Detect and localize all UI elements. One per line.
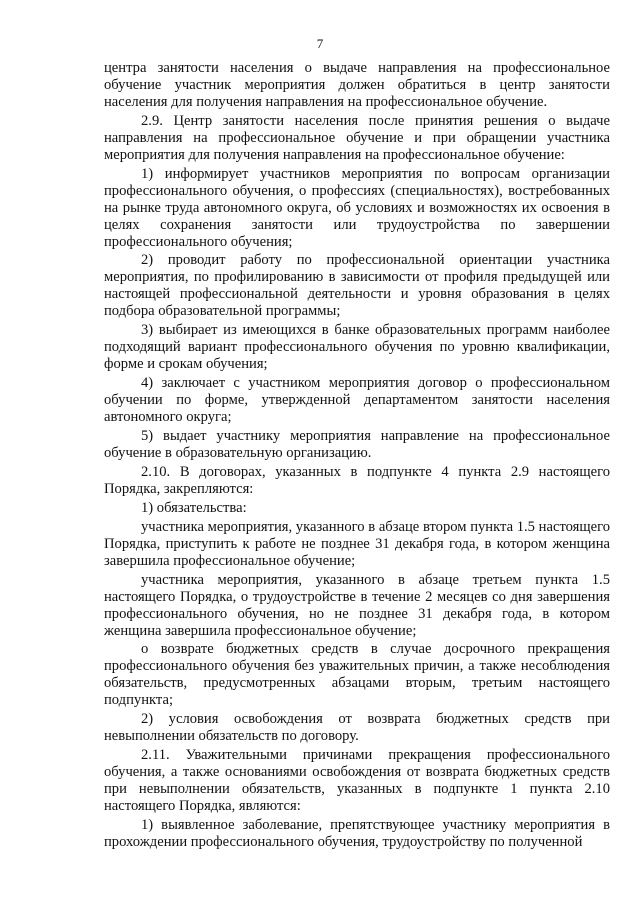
paragraph: 1) информирует участников мероприятия по вопросам организации профессионального обучения, о профессиях (специальностях), востребованных на рынке труда автономного округа, об условиях и возможностях их освоения в целях сохранения занятости или трудоустройства по завершении профессионального обучения; — [104, 165, 610, 250]
paragraph: о возврате бюджетных средств в случае досрочного прекращения профессионального обучения без уважительных причин, а также несоблюдения обязательств, предусмотренных абзацами вторым, третьим настоящего подпункта; — [104, 641, 610, 709]
paragraph: 2) проводит работу по профессиональной ориентации участника мероприятия, по профилированию в зависимости от профиля предыдущей или настоящей профессиональной деятельности и уровня образования в целях подбора образовательной программы; — [104, 252, 610, 320]
paragraph: участника мероприятия, указанного в абзаце третьем пункта 1.5 настоящего Порядка, о трудоустройстве в течение 2 месяцев со дня завершения профессионального обучения, но не позднее 31 декабря года, в котором женщина завершила профессиональное обучение; — [104, 571, 610, 639]
paragraph: центра занятости населения о выдаче направления на профессиональное обучение участник мероприятия должен обратиться в центр занятости населения для получения направления на профессиональное обучение. — [104, 60, 610, 110]
paragraph: 1) выявленное заболевание, препятствующее участнику мероприятия в прохождении профессионального обучения, трудоустройству по полученной — [104, 816, 610, 850]
paragraph: 1) обязательства: — [141, 499, 247, 516]
paragraph: 5) выдает участнику мероприятия направление на профессиональное обучение в образовательную организацию. — [104, 428, 610, 461]
paragraph: 2) условия освобождения от возврата бюджетных средств при невыполнении обязательств по договору. — [104, 711, 610, 745]
page-number: 7 — [316, 36, 324, 51]
paragraph: 2.9. Центр занятости населения после принятия решения о выдаче направления на профессиональное обучение и при обращении участника мероприятия для получения направления на профессиональное обучение: — [104, 112, 610, 163]
paragraph: 2.10. В договорах, указанных в подпункте 4 пункта 2.9 настоящего Порядка, закрепляются: — [104, 463, 610, 497]
paragraph: участника мероприятия, указанного в абзаце втором пункта 1.5 настоящего Порядка, приступить к работе не позднее 31 декабря года, в котором женщина завершила профессиональное обучение; — [104, 518, 610, 569]
paragraph: 3) выбирает из имеющихся в банке образовательных программ наиболее подходящий вариант профессионального обучения по уровню квалификации, форме и срокам обучения; — [104, 322, 610, 373]
body-text — [104, 60, 610, 853]
paragraph: 4) заключает с участником мероприятия договор о профессиональном обучении по форме, утвержденной департаментом занятости населения автономного округа; — [104, 375, 610, 426]
paragraph: 2.11. Уважительными причинами прекращения профессионального обучения, а также основаниями освобождения от возврата бюджетных средств при невыполнении обязательств, указанных в подпункте 1 пункта 2.10 настоящего Порядка, являются: — [104, 747, 610, 815]
